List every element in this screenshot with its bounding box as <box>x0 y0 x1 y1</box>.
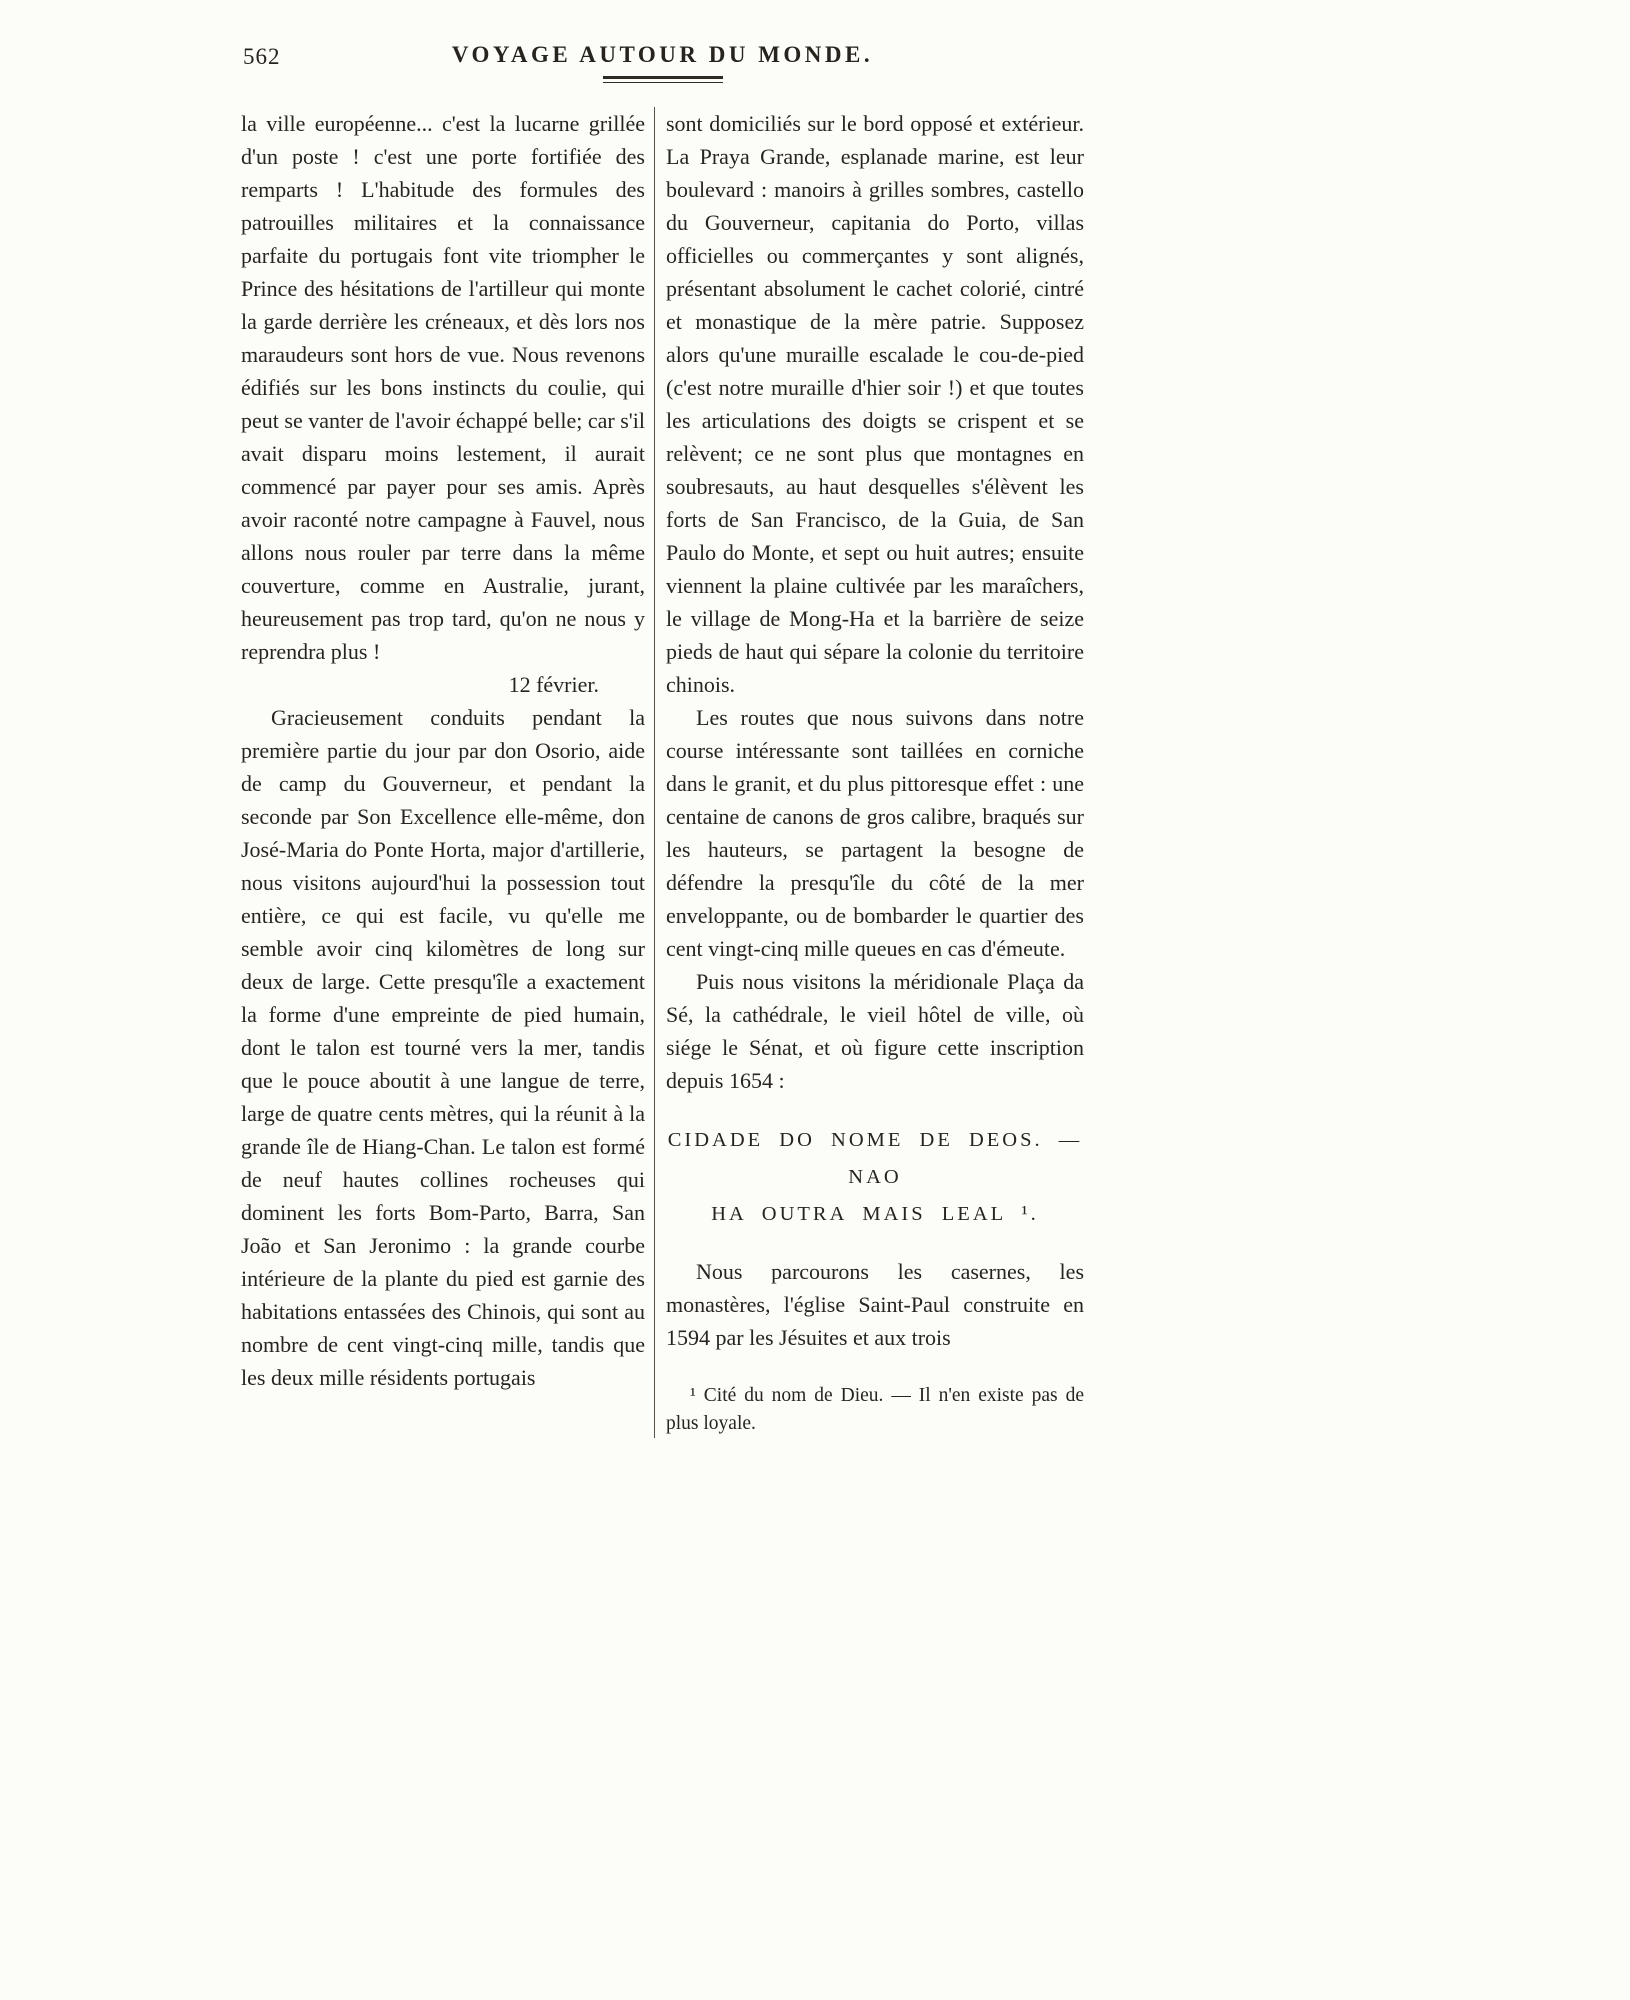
book-page <box>241 36 1084 1438</box>
body-paragraph: sont domiciliés sur le bord opposé et extérieur. La Praya Grande, esplanade marine, est leur boulevard : manoirs à grilles sombres, castello du Gouverneur, capitania do Porto, villas officielles ou commerçantes y sont alignés, présentant absolument le cachet colorié, cintré et monastique de la mère patrie. Supposez alors qu'une muraille escalade le cou-de-pied (c'est notre muraille d'hier soir !) et que toutes les articulations des doigts se crispent et se relèvent; ce ne sont plus que montagnes en soubresauts, au haut desquelles s'élèvent les forts de San Francisco, de la Guia, de San Paulo do Monte, et sept ou huit autres; ensuite viennent la plaine cultivée par les maraîchers, le village de Mong-Ha et la barrière de seize pieds de haut qui sépare la colonie du territoire chinois. <box>666 111 1084 697</box>
running-title: VOYAGE AUTOUR DU MONDE. <box>451 42 874 67</box>
text-columns <box>241 107 1084 1438</box>
inscription-line: HA OUTRA MAIS LEAL ¹. <box>711 1203 1039 1225</box>
inscription <box>666 1122 1084 1233</box>
body-paragraph: Nous parcourons les casernes, les monastères, l'église Saint-Paul construite en 1594 par les Jésuites et aux trois <box>666 1259 1084 1350</box>
left-column <box>241 107 645 1438</box>
body-paragraph: Puis nous visitons la méridionale Plaça da Sé, la cathédrale, le vieil hôtel de ville, où siége le Sénat, et où figure cette inscription depuis 1654 : <box>666 969 1084 1093</box>
footnote: ¹ Cité du nom de Dieu. — Il n'en existe pas de plus loyale. <box>666 1385 1084 1434</box>
body-paragraph: Les routes que nous suivons dans notre course intéressante sont taillées en corniche dans le granit, et du plus pittoresque effet : une centaine de canons de gros calibre, braqués sur les hauteurs, se partagent la besogne de défendre la presqu'île du côté de la mer enveloppante, ou de bombarder le quartier des cent vingt-cinq mille queues en cas d'émeute. <box>666 705 1084 961</box>
inscription-line: CIDADE DO NOME DE DEOS. — NAO <box>667 1129 1083 1188</box>
column-divider-rule <box>654 107 655 1438</box>
right-column <box>666 107 1084 1438</box>
page-header <box>241 36 1084 83</box>
body-paragraph: Gracieusement conduits pendant la première partie du jour par don Osorio, aide de camp du Gouverneur, et pendant la seconde par Son Excellence elle-même, don José-Maria do Ponte Horta, major d'artillerie, nous visitons aujourd'hui la possession tout entière, ce qui est facile, vu qu'elle me semble avoir cinq kilomètres de long sur deux de large. Cette presqu'île a exactement la forme d'une empreinte de pied humain, dont le talon est tourné vers la mer, tandis que le pouce aboutit à une langue de terre, large de quatre cents mètres, qui la réunit à la grande île de Hiang-Chan. Le talon est formé de neuf hautes collines rocheuses qui dominent les forts Bom-Parto, Barra, San João et San Jeronimo : la grande courbe intérieure de la plante du pied est garnie des habitations entassées des Chinois, qui sont au nombre de cent vingt-cinq mille, tandis que les deux mille résidents portugais <box>241 705 645 1390</box>
date-line: 12 février. <box>508 672 599 697</box>
header-double-rule <box>603 76 723 83</box>
page-number: 562 <box>243 44 281 69</box>
body-paragraph: la ville européenne... c'est la lucarne grillée d'un poste ! c'est une porte fortifiée des remparts ! L'habitude des formules des patrouilles militaires et la connaissance parfaite du portugais font vite triompher le Prince des hésitations de l'artilleur qui monte la garde derrière les créneaux, et dès lors nos maraudeurs sont hors de vue. Nous revenons édifiés sur les bons instincts du coulie, qui peut se vanter de l'avoir échappé belle; car s'il avait disparu moins lestement, il aurait commencé par payer pour ses amis. Après avoir raconté notre campagne à Fauvel, nous allons nous rouler par terre dans la même couverture, comme en Australie, jurant, heureusement pas trop tard, qu'on ne nous y reprendra plus ! <box>241 111 645 664</box>
